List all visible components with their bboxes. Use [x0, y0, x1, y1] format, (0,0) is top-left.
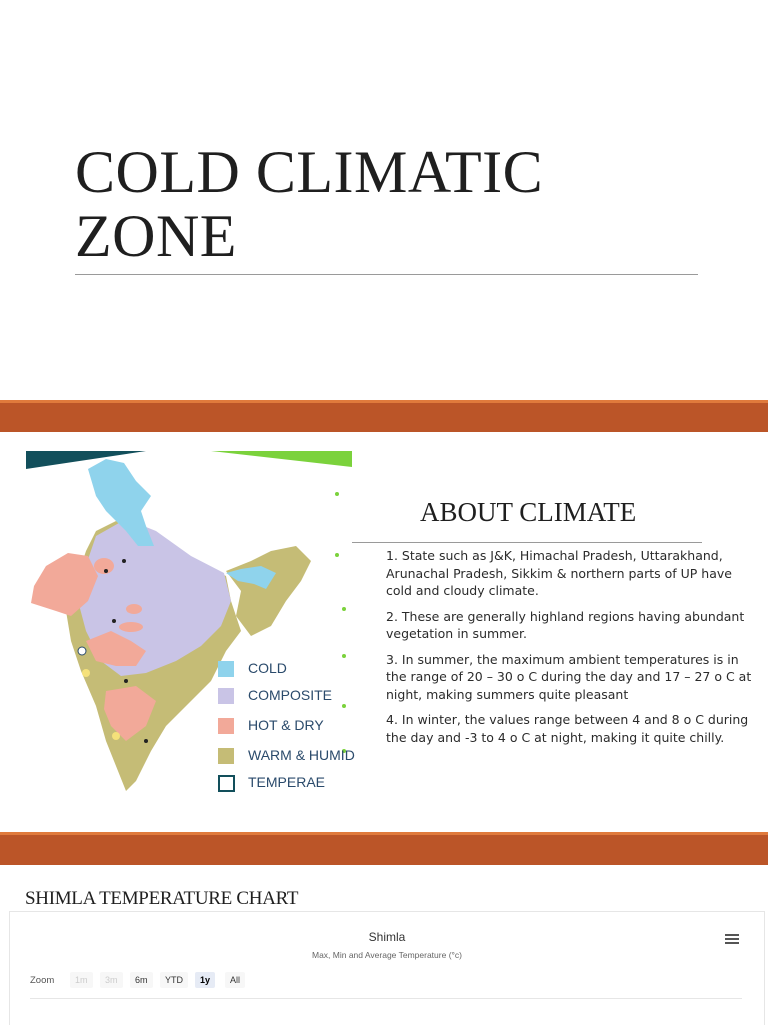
about-divider	[352, 542, 702, 543]
legend-label: COMPOSITE	[248, 687, 333, 703]
climate-point: 3. In summer, the maximum ambient temperatures is in the range of 20 – 30 o C during the day and 17 – 27 o C at night, making summers quite pleasant	[386, 651, 752, 702]
india-map-graphic	[26, 451, 352, 796]
climate-points-list	[386, 547, 756, 754]
climate-point: 4. In winter, the values range between 4 and 8 o C during the day and -3 to 4 o C at night, making it quite chilly.	[386, 712, 749, 745]
climate-point: 1. State such as J&K, Himachal Pradesh, Uttarakhand, Arunachal Pradesh, Sikkim & northern parts of UP have cold and cloudy climate.	[386, 548, 732, 598]
temperature-chart-panel	[9, 911, 765, 1025]
zoom-3m-button[interactable]: 3m	[100, 972, 123, 988]
zoom-1m-button[interactable]: 1m	[70, 972, 93, 988]
chart-top-gridline	[30, 998, 742, 999]
zoom-label: Zoom	[30, 975, 55, 986]
legend-swatch	[218, 775, 235, 792]
legend-item-hot-dry	[218, 717, 358, 735]
legend-label: WARM & HUMID	[248, 747, 355, 763]
legend-label: COLD	[248, 660, 287, 676]
legend-item-temperate	[218, 774, 358, 792]
hamburger-menu-icon[interactable]	[725, 934, 739, 946]
climate-zone-map	[26, 451, 352, 796]
legend-item-cold	[218, 660, 358, 678]
title-slide	[0, 0, 768, 400]
teal-banner	[26, 451, 146, 469]
legend-label: TEMPERAE	[248, 774, 326, 790]
legend-item-warm-humid	[218, 747, 358, 765]
section-band-bottom	[0, 832, 768, 865]
legend-swatch	[218, 688, 234, 704]
legend-label: HOT & DRY	[248, 717, 324, 733]
shimla-chart-heading: SHIMLA TEMPERATURE CHART	[25, 888, 299, 909]
legend-swatch	[218, 661, 234, 677]
section-band-top	[0, 400, 768, 432]
about-climate-heading: ABOUT CLIMATE	[420, 497, 637, 527]
zoom-6m-button[interactable]: 6m	[130, 972, 153, 988]
zoom-all-button[interactable]: All	[225, 972, 245, 988]
title-divider	[75, 274, 698, 275]
slide-title: COLD CLIMATIC ZONE	[75, 139, 544, 269]
warm-humid-ne	[226, 546, 311, 636]
zoom-1y-button[interactable]: 1y	[195, 972, 215, 988]
climate-point: 2. These are generally highland regions having abundant vegetation in summer.	[386, 608, 745, 641]
chart-subtitle: Max, Min and Average Temperature (°c)	[311, 950, 463, 960]
green-banner	[211, 451, 352, 467]
zoom-ytd-button[interactable]: YTD	[160, 972, 188, 988]
legend-item-composite	[218, 687, 358, 705]
legend-swatch	[218, 748, 234, 764]
legend-swatch	[218, 718, 234, 734]
chart-name: Shimla	[368, 930, 406, 944]
